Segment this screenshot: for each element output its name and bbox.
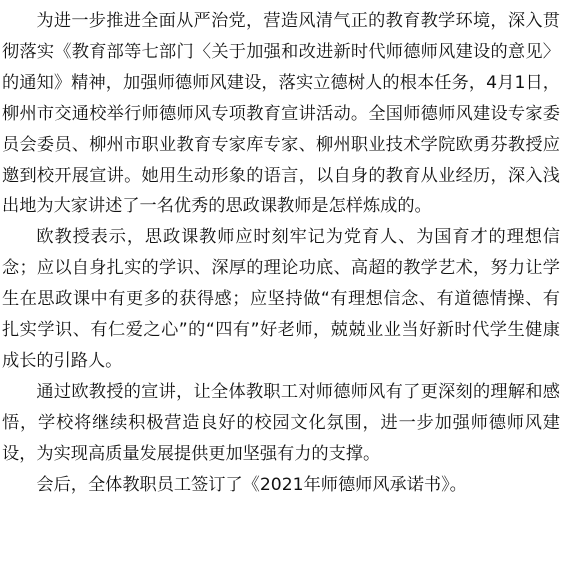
paragraph-pledge: 会后，全体教职员工签订了《2021年师德师风承诺书》。 bbox=[36, 474, 467, 495]
paragraph-outcome: 通过欧教授的宣讲，让全体教职工对师德师风有了更深刻的理解和感悟，学校将继续积极营造良好的校园文化氛围，进一步加强师德师风建设，为实现高质量发展提供更加坚强有力的支撑。 bbox=[2, 381, 560, 464]
paragraph-professor-remarks: 欧教授表示，思政课教师应时刻牢记为党育人、为国育才的理想信念；应以自身扎实的学识、深厚的理论功底、高超的教学艺术，努力让学生在思政课中有更多的获得感；应坚持做“有理想信念、有道德情操、有扎实学识、有仁爱之心”的“四有”好老师，兢兢业业当好新时代学生健康成长的引路人。 bbox=[2, 227, 560, 371]
paragraph-intro: 为进一步推进全面从严治党，营造风清气正的教育教学环境，深入贯彻落实《教育部等七部门〈关于加强和改进新时代师德师风建设的意见〉的通知》精神，加强师德师风建设，落实立德树人的根本任务，4月1日，柳州市交通校举行师德师风专项教育宣讲活动。全国师德师风建设专家委员会委员、柳州市职业教育专家库专家、柳州职业技术学院欧勇芬教授应邀到校开展宣讲。她用生动形象的语言，以自身的教育从业经历，深入浅出地为大家讲述了一名优秀的思政课教师是怎样炼成的。 bbox=[2, 11, 560, 217]
